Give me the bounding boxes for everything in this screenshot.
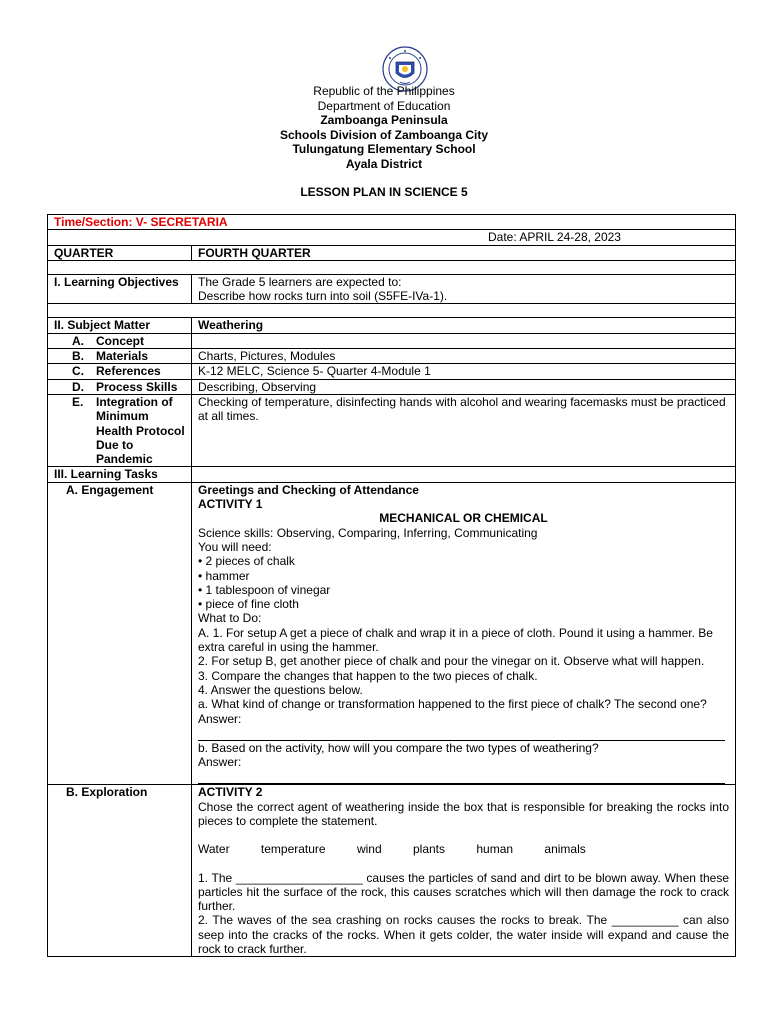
exploration-label: B. Exploration bbox=[48, 785, 192, 957]
row-references bbox=[48, 364, 736, 379]
sub-label-concept: A. Concept bbox=[48, 333, 192, 348]
agent-word: temperature bbox=[260, 842, 326, 857]
activity2-item-1: 1. The ___________________ causes the particles of sand and dirt to be blown away. When these particles hit the surface of the rock, this causes scratches which will then damage the rock to crack further. bbox=[198, 870, 729, 914]
row-objectives bbox=[48, 274, 736, 304]
activity2-instruction: Chose the correct agent of weathering inside the box that is responsible for breaking the rocks into pieces to complete the statement. bbox=[198, 799, 729, 828]
sub-value-process-skills: Describing, Observing bbox=[192, 379, 736, 394]
engagement-content bbox=[192, 482, 736, 785]
activity1-line: What to Do: bbox=[198, 611, 262, 626]
engagement-label: A. Engagement bbox=[48, 482, 192, 785]
activity2-heading: ACTIVITY 2 bbox=[198, 785, 263, 800]
lesson-plan-table bbox=[47, 214, 736, 957]
activity1-line: Science skills: Observing, Comparing, Inferring, Communicating bbox=[198, 525, 538, 540]
activity1-line: • 2 pieces of chalk bbox=[198, 554, 295, 569]
activity1-title: MECHANICAL OR CHEMICAL bbox=[379, 511, 548, 526]
row-learning-tasks bbox=[48, 467, 736, 482]
header-line-district: Ayala District bbox=[345, 156, 423, 171]
page-title: LESSON PLAN IN SCIENCE 5 bbox=[300, 185, 468, 199]
weathering-agents bbox=[198, 842, 729, 856]
row-concept bbox=[48, 333, 736, 348]
quarter-label: QUARTER bbox=[48, 245, 192, 260]
sub-label-integration: E. Integration of Minimum Health Protocol Due to Pandemic bbox=[48, 394, 192, 466]
objectives-line: Describe how rocks turn into soil (S5FE-IVa-1). bbox=[198, 289, 448, 304]
activity1-line: A. 1. For setup A get a piece of chalk and wrap it in a piece of cloth. Pound it using a hammer. Be extra careful in using the hammer. bbox=[198, 625, 713, 655]
engagement-heading: Greetings and Checking of Attendance bbox=[198, 482, 419, 497]
row-date bbox=[48, 230, 736, 245]
objectives-line: The Grade 5 learners are expected to: bbox=[198, 274, 402, 289]
activity1-line: 2. For setup B, get another piece of chalk and pour the vinegar on it. Observe what will happen. bbox=[198, 654, 705, 669]
activity1-line: • 1 tablespoon of vinegar bbox=[198, 582, 331, 597]
activity2-item-2: 2. The waves of the sea crashing on rocks causes the rocks to break. The __________ can also seep into the cracks of the rocks. When it gets colder, the water inside will expand and cause the rock to crack further. bbox=[198, 913, 729, 957]
row-quarter bbox=[48, 245, 736, 260]
header-line-school: Tulungatung Elementary School bbox=[292, 142, 476, 156]
answer-label: Answer: bbox=[198, 755, 242, 770]
header-line-deped: Department of Education bbox=[317, 98, 451, 113]
activity1-line: 4. Answer the questions below. bbox=[198, 682, 363, 697]
agent-word: animals bbox=[544, 842, 586, 857]
time-section: Time/Section: V- SECRETARIA bbox=[48, 215, 736, 230]
sub-label-references: C. References bbox=[48, 364, 192, 379]
quarter-value: FOURTH QUARTER bbox=[192, 245, 736, 260]
sub-value-integration: Checking of temperature, disinfecting hands with alcohol and wearing facemasks must be practiced at all times. bbox=[192, 394, 736, 466]
row-time-section bbox=[48, 215, 736, 230]
question-b: b. Based on the activity, how will you compare the two types of weathering? bbox=[198, 740, 599, 755]
row-subject bbox=[48, 318, 736, 333]
activity1-line: a. What kind of change or transformation happened to the first piece of chalk? The second one? bbox=[198, 697, 707, 712]
row-process-skills bbox=[48, 379, 736, 394]
header-line-region: Zamboanga Peninsula bbox=[320, 113, 448, 127]
sub-value-materials: Charts, Pictures, Modules bbox=[192, 349, 736, 364]
objectives-label: I. Learning Objectives bbox=[48, 274, 192, 304]
agent-word: plants bbox=[412, 842, 446, 857]
answer-line bbox=[198, 769, 725, 784]
row-materials bbox=[48, 349, 736, 364]
subject-label: II. Subject Matter bbox=[48, 318, 192, 333]
row-exploration bbox=[48, 785, 736, 957]
header-line-republic: Republic of the Philippines bbox=[313, 84, 455, 98]
row-engagement bbox=[48, 482, 736, 785]
activity1-line: Answer: bbox=[198, 711, 242, 726]
objectives-value bbox=[192, 274, 736, 304]
row-spacer bbox=[48, 260, 736, 274]
activity1-line: • hammer bbox=[198, 568, 250, 583]
agency-lines bbox=[0, 84, 768, 171]
agent-word: human bbox=[476, 842, 514, 857]
tasks-label: III. Learning Tasks bbox=[48, 467, 192, 482]
sub-label-materials: B. Materials bbox=[48, 349, 192, 364]
sub-value-references: K-12 MELC, Science 5- Quarter 4-Module 1 bbox=[192, 364, 736, 379]
activity1-line: 3. Compare the changes that happen to the two pieces of chalk. bbox=[198, 668, 538, 683]
answer-line bbox=[198, 726, 725, 741]
sub-label-process-skills: D. Process Skills bbox=[48, 379, 192, 394]
agent-word: Water bbox=[198, 842, 230, 857]
subject-value: Weathering bbox=[192, 318, 736, 333]
agent-word: wind bbox=[356, 842, 382, 857]
row-spacer bbox=[48, 304, 736, 318]
header-line-division: Schools Division of Zamboanga City bbox=[279, 127, 489, 142]
sub-value-concept bbox=[192, 333, 736, 348]
exploration-content bbox=[192, 785, 736, 957]
activity1-line: You will need: bbox=[198, 539, 272, 554]
row-integration bbox=[48, 394, 736, 466]
date: Date: APRIL 24-28, 2023 bbox=[48, 230, 736, 245]
activity1-line: • piece of fine cloth bbox=[198, 597, 299, 612]
activity1-heading: ACTIVITY 1 bbox=[198, 497, 263, 512]
